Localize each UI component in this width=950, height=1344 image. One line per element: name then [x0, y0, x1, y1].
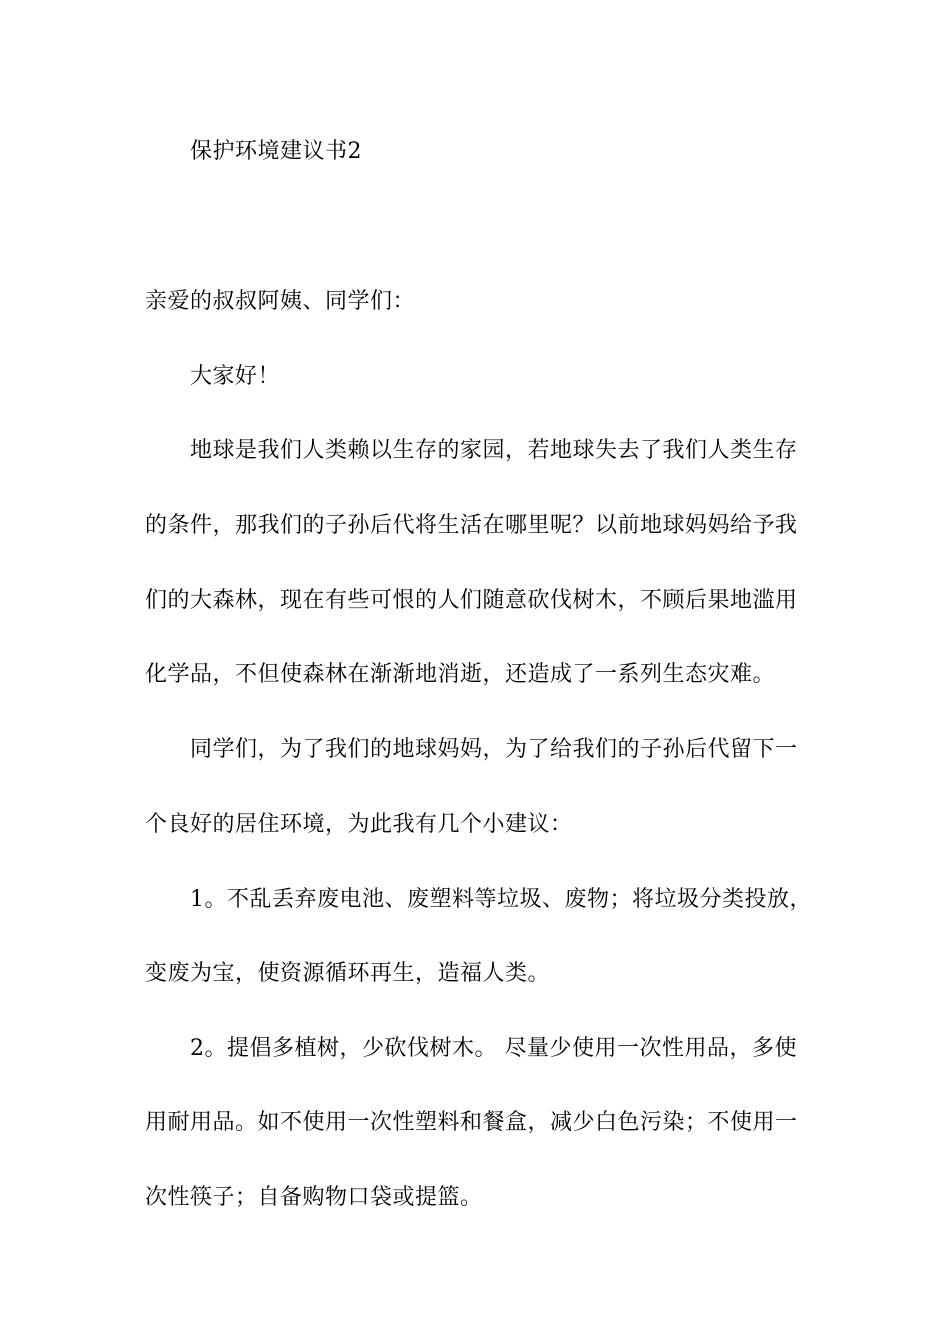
document-title: 保护环境建议书2: [190, 139, 362, 164]
paragraph-1-line-1: 地球是我们人类赖以生存的家园，若地球失去了我们人类生存: [190, 438, 798, 463]
greeting: 大家好！: [190, 364, 281, 389]
suggestion-2-line-2: 用耐用品。如不使用一次性塑料和餐盒，减少白色污染；不使用一: [145, 1110, 798, 1135]
paragraph-1-line-4: 化学品，不但使森林在渐渐地消逝，还造成了一系列生态灾难。: [145, 662, 776, 687]
suggestion-2-line-1: 2。提倡多植树，少砍伐树木。 尽量少使用一次性用品，多使: [190, 1036, 797, 1061]
paragraph-1-line-2: 的条件，那我们的子孙后代将生活在哪里呢？以前地球妈妈给予我: [145, 513, 798, 538]
paragraph-1-line-3: 们的大森林，现在有些可恨的人们随意砍伐树木，不顾后果地滥用: [145, 588, 798, 613]
salutation: 亲爱的叔叔阿姨、同学们：: [145, 289, 416, 314]
suggestion-1-line-1: 1。不乱丢弃废电池、废塑料等垃圾、废物；将垃圾分类投放，: [190, 887, 812, 912]
paragraph-2-line-1: 同学们，为了我们的地球妈妈，为了给我们的子孙后代留下一: [190, 737, 798, 762]
suggestion-1-line-2: 变废为宝，使资源循环再生，造福人类。: [145, 961, 551, 986]
suggestion-2-line-3: 次性筷子；自备购物口袋或提篮。: [145, 1185, 483, 1210]
paragraph-2-line-2: 个良好的居住环境，为此我有几个小建议：: [145, 812, 573, 837]
